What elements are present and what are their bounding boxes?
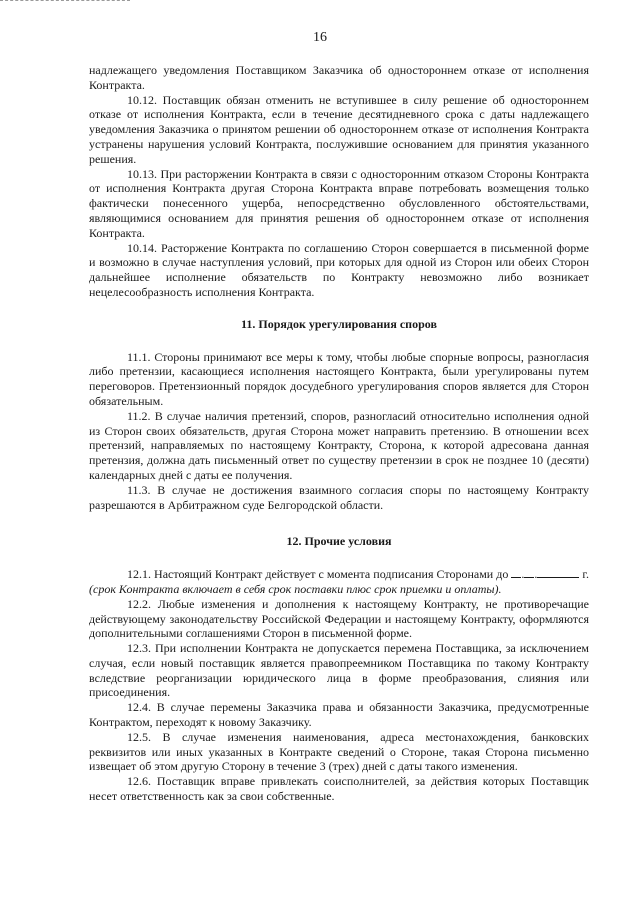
clause-11-2: 11.2. В случае наличия претензий, споров, разногласий относительно исполнения одной из Сторон своих обязательств, другая Сторона может направить претензию. В отношении всех претензий, направляемых по настоящему Контракту, Сторона, к которой адресована данная претензия, должна дать письменный ответ по существу претензии в срок не позднее 10 (десяти) календарных дней с даты ее получения. [89,408,589,482]
clause-12-4: 12.4. В случае перемены Заказчика права и обязанности Заказчика, предусмотренные Контрактом, переходят к новому Заказчику. [89,700,589,730]
clause-12-1 [89,566,589,597]
document-body [89,63,589,804]
clause-10-11-continuation: надлежащего уведомления Поставщиком Заказчика об одностороннем отказе от исполнения Контракта. [89,63,589,92]
date-blank-day [511,566,521,578]
clause-11-3: 11.3. В случае не достижения взаимного согласия споры по настоящему Контракту разрешаются в Арбитражном суде Белгородской области. [89,482,589,512]
clause-11-1: 11.1. Стороны принимают все меры к тому, чтобы любые спорные вопросы, разногласия либо претензии, касающиеся исполнения настоящего Контракта, были урегулированы путем переговоров. Претензионный порядок досудебного урегулирования споров является для Сторон обязательным. [89,349,589,408]
clause-12-3: 12.3. При исполнении Контракта не допускается перемена Поставщика, за исключением случая, если новый поставщик является правопреемником Поставщика по такому Контракту вследствие реорганизации юридического лица в форме преобразования, слияния или присоединения. [89,641,589,700]
date-separator: . [534,567,538,582]
page-number: 16 [313,30,327,45]
clause-12-6: 12.6. Поставщик вправе привлекать соисполнителей, за действия которых Поставщик несет ответственность как за свои собственные. [89,774,589,804]
date-blank-year [537,566,579,578]
section-12-title: 12. Прочие условия [286,534,392,549]
scan-edge-mark [0,0,130,7]
clause-12-1-note: (срок Контракта включает в себя срок поставки плюс срок приемки и оплаты). [89,581,502,596]
clause-12-2: 12.2. Любые изменения и дополнения к настоящему Контракту, не противоречащие действующему законодательству Российской Федерации и настоящему Контракту, оформляются дополнительными соглашениями Сторон в письменной форме. [89,596,589,641]
year-suffix: г. [579,567,589,582]
clause-12-5: 12.5. В случае изменения наименования, адреса местонахождения, банковских реквизитов или иных указанных в Контракте сведений о Стороне, такая Сторона письменно извещает об этом другую Сторону в течение 3 (трех) дней с даты такого изменения. [89,729,589,774]
clause-10-12: 10.12. Поставщик обязан отменить не вступившее в силу решение об одностороннем отказе от исполнения Контракта, если в течение десятидневного срока с даты надлежащего уведомления Заказчика о принятом решении об одностороннем отказе от исполнения Контракта устранены нарушения условий Контракта, послужившие основанием для принятия указанного решения. [89,92,589,166]
clause-10-14: 10.14. Расторжение Контракта по соглашению Сторон совершается в письменной форме и возможно в случае наступления условий, при которых для одной из Сторон или обеих Сторон дальнейшее исполнение обязательств по Контракту невозможно либо возникает нецелесообразность исполнения Контракта. [89,240,589,299]
section-11-title: 11. Порядок урегулирования споров [241,316,437,331]
clause-12-1-text: 12.1. Настоящий Контракт действует с момента подписания Сторонами до [127,567,512,582]
date-separator: . [521,567,525,582]
clause-10-13: 10.13. При расторжении Контракта в связи с односторонним отказом Стороны Контракта от исполнения Контракта другая Сторона Контракта вправе потребовать возмещения только фактически понесенного ущерба, непосредственно обусловленного обстоятельствами, являющимися основанием для принятия решения об одностороннем отказе от исполнения Контракта. [89,166,589,240]
date-blank-month [524,566,534,578]
